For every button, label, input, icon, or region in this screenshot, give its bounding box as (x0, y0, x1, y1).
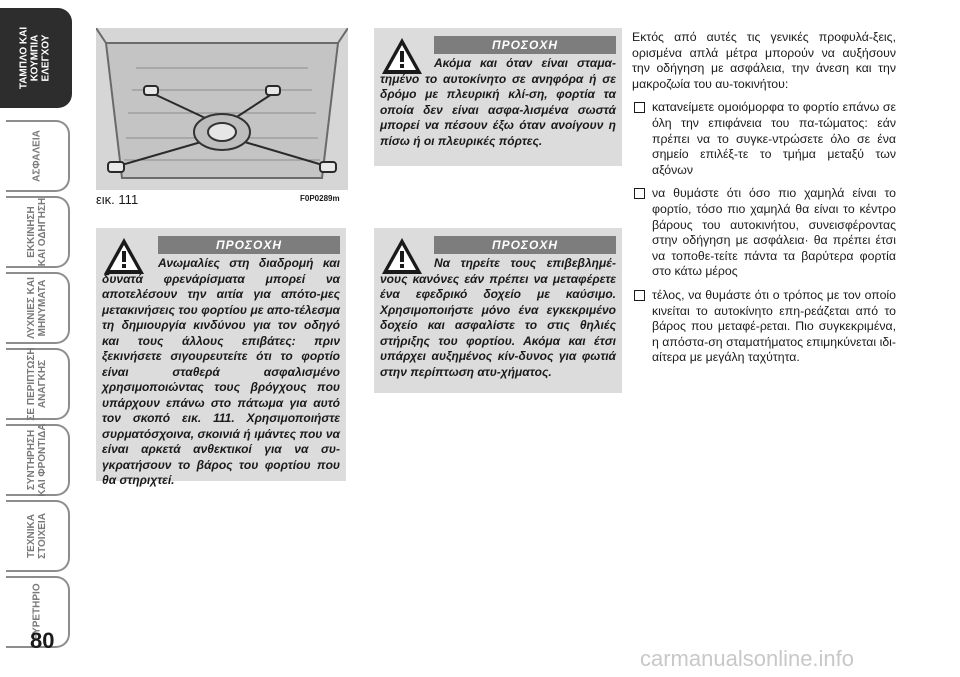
warning-text: Ακόμα και όταν είναι σταμα-τημένο το αυτοκίνητο σε ανηφόρα ή σε δρόμο με πλευρική κλί-ση, φορτία τα οποία δεν είναι ασφα-λισμένα σωστά μπορεί να πέσουν έξω όταν ανοίγουν η πίσω ή οι πλευρικές πόρτες. (380, 56, 616, 148)
warning-box-doors (374, 28, 622, 166)
cargo-floor-illustration (96, 28, 348, 190)
figure-code: F0P0289m (300, 194, 340, 203)
checkbox-bullet-icon (634, 102, 645, 113)
cargo-floor-figure (96, 28, 348, 190)
checkbox-bullet-icon (634, 188, 645, 199)
warning-header: ΠΡΟΣΟΧΗ (434, 36, 616, 54)
tab-safety[interactable]: ΑΣΦΑΛΕΙΑ (6, 120, 70, 192)
figure-caption: εικ. 111 (96, 192, 139, 207)
warning-text: Ανωμαλίες στη διαδρομή και δυνατά φρενάρίσματα μπορεί να αποτελέσουν την αιτία για απότο-μες μετακινήσεις του φορτίου με απο-τέλεσμα τη δημιουργία κινδύνου για τον οδηγό και τους άλλους επιβάτες: πριν ξεκινήσετε σιγουρευτείτε ότι το φορτίο είναι σταθερά ασφαλισμένο χρησιμοποιώντας τους βρόγχους που υπάρχουν επάνω στο πάτωμα για αυτό τον σκοπό εικ. 111. Χρησιμοποιήστε συρματόσχοινα, σκοινιά ή ιμάντες που να είναι αρκετά ανθεκτικοί για να συ-γκρατήσουν το βάρος του φορτίου που θα στηριχτεί. (102, 256, 340, 487)
tab-technical-data[interactable]: ΤΕΧΝΙΚΑ ΣΤΟΙΧΕΙΑ (6, 500, 70, 572)
tab-lights-messages[interactable]: ΛΥΧΝΙΕΣ ΚΑΙ ΜΗΝΥΜΑΤΑ (6, 272, 70, 344)
section-tabs (0, 0, 74, 677)
list-item: τέλος, να θυμάστε ότι ο τρόπος με τον οποίο κινείται το αυτοκίνητο επη-ρεάζεται από το βάρος που μεταφέ-ρεται. Πιο συγκεκριμένα, η απόστα-ση σταματήματος επιμηκύνεται ιδι-αίτερα με μεγάλη ταχύτητα. (632, 288, 896, 366)
warning-text: Να τηρείτε τους επιβεβλημέ-νους κανόνες εάν πρέπει να μεταφέρετε ένα εφεδρικό δοχείο με καύσιμο. Χρησιμοποιήστε μόνο ένα εγκεκριμένο δοχείο και ασφαλίστε το στις θηλιές στήριξης του φορτίου. Ακόμα και έτσι υπάρχει αυξημένος κίν-δυνος για φωτιά στην περίπτωση ατυ-χήματος. (380, 256, 616, 379)
tab-index[interactable]: ΕΥΡΕΤΗΡΙΟ (6, 576, 70, 648)
warning-header: ΠΡΟΣΟΧΗ (158, 236, 340, 254)
warning-header: ΠΡΟΣΟΧΗ (434, 236, 616, 254)
warning-box-fuel-can (374, 228, 622, 393)
tab-maintenance[interactable]: ΣΥΝΤΗΡΗΣΗ ΚΑΙ ΦΡΟΝΤΙΔΑ (6, 424, 70, 496)
tab-emergency[interactable]: ΣΕ ΠΕΡΙΠΤΩΣΗ ΑΝΑΓΚΗΣ (6, 348, 70, 420)
list-item: να θυμάστε ότι όσο πιο χαμηλά είναι το φορτίο, τόσο πιο χαμηλά θα είναι το κέντρο βάρους του αυτοκινήτου, συνεισφέροντας στην οδήγηση με ασφάλεια· θα πρέπει έτσι να τοποθε-τείτε πάντα τα βαρύτερα φορτία στο κάτω μέρος (632, 186, 896, 280)
warning-box-load-securing (96, 228, 346, 487)
watermark: carmanualsonline.info (640, 646, 855, 671)
body-text-column (632, 30, 896, 374)
tab-controls[interactable]: ΤΑΜΠΛΟ ΚΑΙ ΚΟΥΜΠΙΑ ΕΛΕΓΧΟΥ (0, 8, 72, 108)
checkbox-bullet-icon (634, 290, 645, 301)
intro-paragraph: Εκτός από αυτές τις γενικές προφυλά-ξεις, ορισμένα απλά μέτρα μπορούν να αυξήσουν την οδήγηση με ασφάλεια, την άνεση και την μακροζωία του αυ-τοκινήτου: (632, 30, 896, 91)
tab-starting-driving[interactable]: ΕΚΚΙΝΗΣΗ ΚΑΙ ΟΔΗΓΗΣΗ (6, 196, 70, 268)
list-item: κατανείμετε ομοιόμορφα το φορτίο επάνω σε όλη την επιφάνεια του πα-τώματος: εάν πρέπει να το συγκε-ντρώσετε όλο σε ένα σημείο επιλέξ-τε το τμήμα μεταξύ των αξόνων (632, 100, 896, 178)
page-number: 80 (30, 628, 55, 653)
